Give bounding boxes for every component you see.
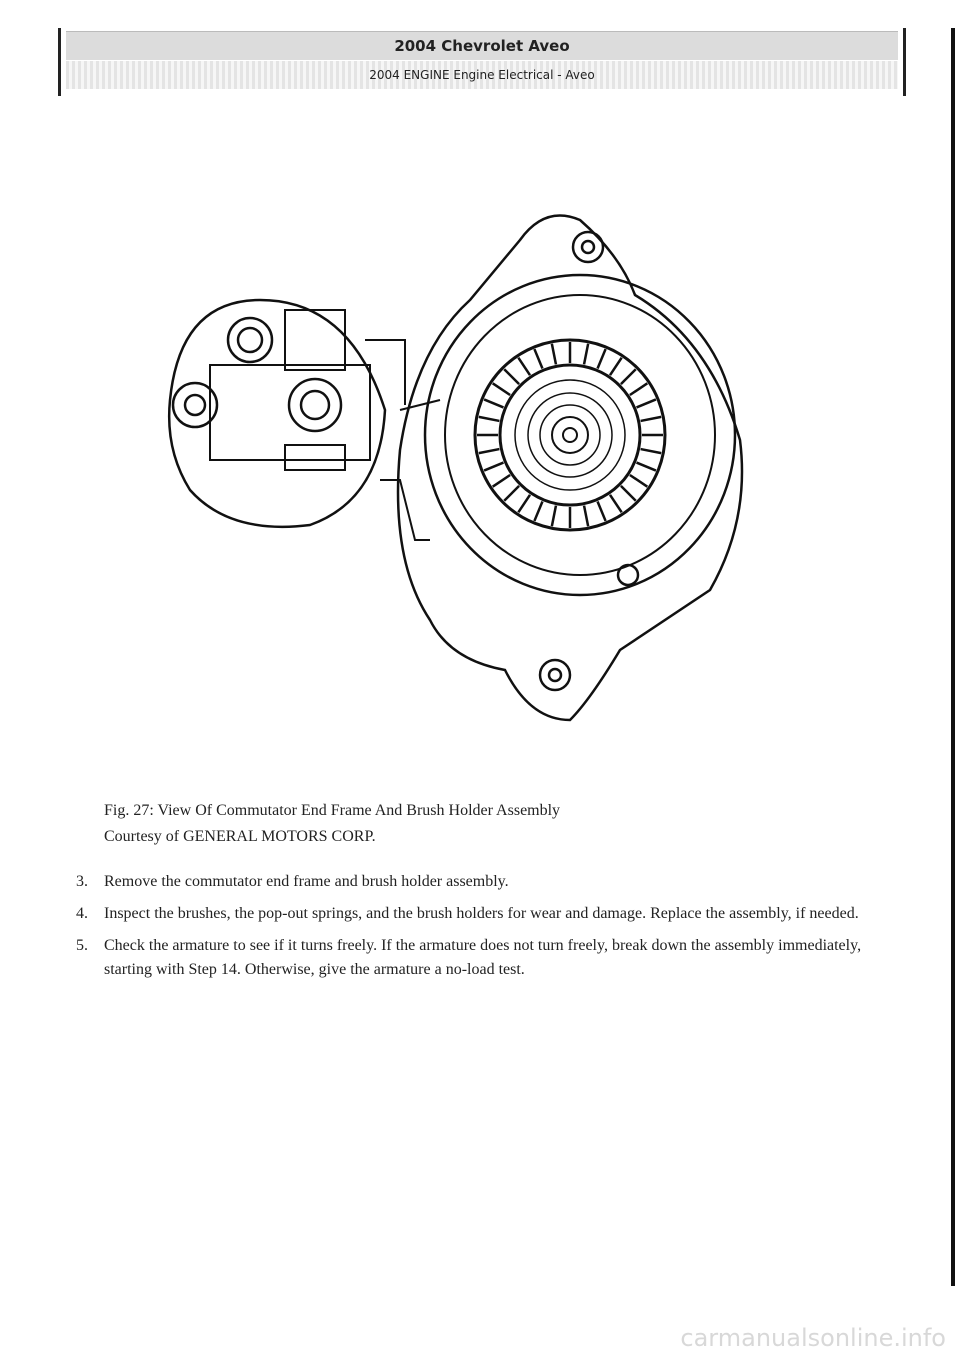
step-5 — [76, 934, 906, 982]
step-text: Inspect the brushes, the pop-out springs, and the brush holders for wear and damage. Replace the assembly, if needed. — [104, 905, 859, 922]
step-text: Check the armature to see if it turns freely. If the armature does not turn freely, break down the assembly immediately, starting with Step 14. Otherwise, give the armature a no-load test. — [104, 937, 862, 978]
header-border-right — [903, 28, 906, 96]
page-edge-rule — [951, 28, 955, 1286]
watermark: carmanualsonline.info — [680, 1324, 946, 1352]
step-3 — [76, 870, 906, 894]
figure-caption — [104, 798, 824, 850]
header-border-left — [58, 28, 61, 96]
step-number: 3. — [76, 873, 88, 890]
document-title: 2004 Chevrolet Aveo — [66, 31, 898, 60]
step-text: Remove the commutator end frame and brush holder assembly. — [104, 873, 509, 890]
step-4 — [76, 902, 906, 926]
step-number: 5. — [76, 937, 88, 954]
document-subtitle: 2004 ENGINE Engine Electrical - Aveo — [66, 61, 898, 89]
starter-end-frame-illustration — [150, 200, 770, 760]
procedure-steps — [76, 870, 906, 990]
caption-title: Fig. 27: View Of Commutator End Frame And Brush Holder Assembly — [104, 802, 561, 819]
step-number: 4. — [76, 905, 88, 922]
caption-credit: Courtesy of GENERAL MOTORS CORP. — [104, 828, 376, 845]
